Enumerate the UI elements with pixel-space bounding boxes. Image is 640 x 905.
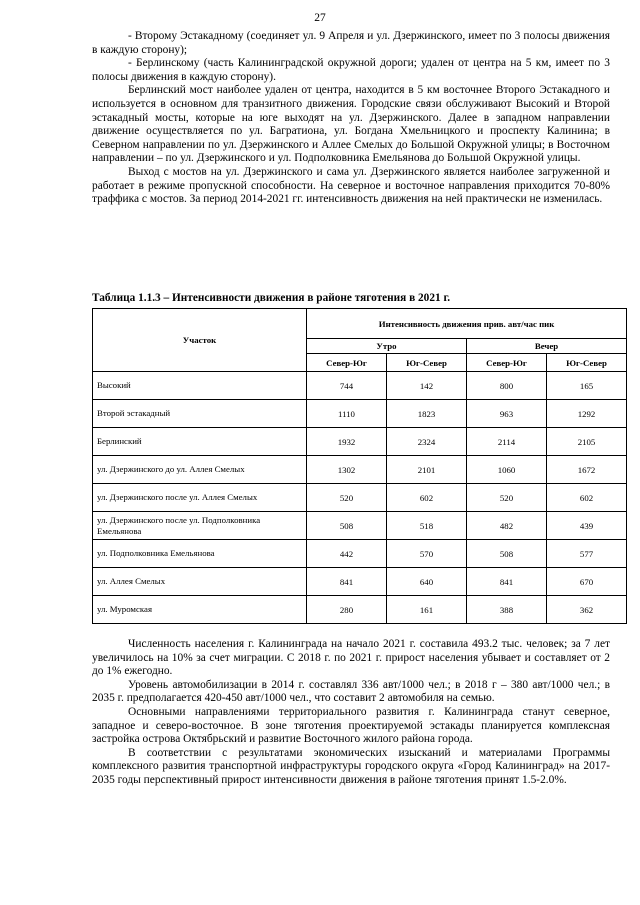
paragraph: В соответствии с результатами экономических изысканий и материалами Программы комплексного развития транспортной инфраструктуры городского округа «Город Калининград» на 2017- 2035 годы перспективный прирост интенсивности движения в районе тяготения принят 1.5-2.0%.	[92, 746, 610, 786]
cell-value: 439	[547, 512, 627, 540]
cell-value: 2105	[547, 428, 627, 456]
paragraph: Берлинский мост наиболее удален от центра, находится в 5 км восточнее Второго Эстакадного и используется в основном для транзитного движения. Городские связи обслуживают Высокий и Второй эстакадный мосты, которые на юге выходят на ул. Дзержинского. Далее в западном направлении движение осуществляется по ул. Багратиона, ул. Богдана Хмельницкого и проспекту Калинина; в Северном направлении по ул. Дзержинского и Аллее Смелых до Большой Окружной улицы; в Восточном направлении – по ул. Дзержинского и ул. Подполковника Емельянова до Большой Окружной улицы.	[92, 84, 610, 165]
header-evening-ns: Север-Юг	[467, 354, 547, 372]
table-row	[93, 568, 627, 596]
cell-value: 280	[307, 596, 387, 624]
row-name: ул. Аллея Смелых	[93, 568, 307, 596]
header-evening-sn: Юг-Север	[547, 354, 627, 372]
table-row	[93, 512, 627, 540]
cell-value: 2324	[387, 428, 467, 456]
row-name: ул. Дзержинского после ул. Аллея Смелых	[93, 484, 307, 512]
cell-value: 2114	[467, 428, 547, 456]
cell-value: 1110	[307, 400, 387, 428]
paragraph: - Второму Эстакадному (соединяет ул. 9 Апреля и ул. Дзержинского, имеет по 3 полосы движения в каждую сторону);	[92, 30, 610, 56]
header-intensity: Интенсивность движения прив. авт/час пик	[307, 309, 627, 339]
row-name: ул. Подполковника Емельянова	[93, 540, 307, 568]
paragraph: Выход с мостов на ул. Дзержинского и сама ул. Дзержинского является наиболее загруженной и работает в режиме пропускной способности. На северное и восточное направления приходится 70-80% траффика с мостов. За период 2014-2021 гг. интенсивность движения на ней практически не изменилась.	[92, 165, 610, 206]
cell-value: 161	[387, 596, 467, 624]
row-name: ул. Дзержинского до ул. Аллея Смелых	[93, 456, 307, 484]
page-number: 27	[314, 12, 326, 24]
row-name: ул. Дзержинского после ул. Подполковника Емельянова	[93, 512, 307, 540]
cell-value: 1932	[307, 428, 387, 456]
cell-value: 841	[467, 568, 547, 596]
table-row	[93, 456, 627, 484]
paragraph: Основными направлениями территориального развития г. Калининграда станут северное, западное и северо-восточное. В зоне тяготения проектируемой эстакады планируется комплексная застройка острова Октябрьский и развитие Восточного жилого района города.	[92, 705, 610, 746]
table-row	[93, 596, 627, 624]
cell-value: 963	[467, 400, 547, 428]
cell-value: 1292	[547, 400, 627, 428]
paragraph: - Берлинскому (часть Калининградской окружной дороги; удален от центра на 5 км, имеет по 3 полосы движения в каждую сторону).	[92, 57, 610, 83]
cell-value: 142	[387, 372, 467, 400]
header-morning-ns: Север-Юг	[307, 354, 387, 372]
closing-text	[92, 638, 610, 788]
cell-value: 520	[467, 484, 547, 512]
cell-value: 577	[547, 540, 627, 568]
intro-text	[92, 30, 610, 207]
table-row	[93, 540, 627, 568]
paragraph: Уровень автомобилизации в 2014 г. составлял 336 авт/1000 чел.; в 2018 г – 380 авт/1000 чел.; в 2035 г. предполагается 420-450 авт/1000 чел., что составит 2 автомобиля на семью.	[92, 678, 610, 705]
header-evening: Вечер	[467, 339, 627, 354]
cell-value: 841	[307, 568, 387, 596]
row-name: Высокий	[93, 372, 307, 400]
cell-value: 602	[547, 484, 627, 512]
cell-value: 570	[387, 540, 467, 568]
row-name: Второй эстакадный	[93, 400, 307, 428]
cell-value: 482	[467, 512, 547, 540]
cell-value: 670	[547, 568, 627, 596]
cell-value: 508	[467, 540, 547, 568]
paragraph: Численность населения г. Калининграда на начало 2021 г. составила 493.2 тыс. человек; за 7 лет увеличилось на 10% за счет миграции. С 2018 г. по 2021 г. прирост населения убывает и составляет от 2 до 1% ежегодно.	[92, 638, 610, 678]
header-morning: Утро	[307, 339, 467, 354]
row-name: ул. Муромская	[93, 596, 307, 624]
table-caption: Таблица 1.1.3 – Интенсивности движения в районе тяготения в 2021 г.	[92, 292, 451, 304]
traffic-table	[92, 308, 627, 624]
cell-value: 1823	[387, 400, 467, 428]
cell-value: 165	[547, 372, 627, 400]
table-row	[93, 400, 627, 428]
cell-value: 388	[467, 596, 547, 624]
header-morning-sn: Юг-Север	[387, 354, 467, 372]
cell-value: 602	[387, 484, 467, 512]
cell-value: 520	[307, 484, 387, 512]
table-row	[93, 372, 627, 400]
cell-value: 1672	[547, 456, 627, 484]
cell-value: 744	[307, 372, 387, 400]
table-row	[93, 484, 627, 512]
cell-value: 2101	[387, 456, 467, 484]
row-name: Берлинский	[93, 428, 307, 456]
cell-value: 800	[467, 372, 547, 400]
cell-value: 362	[547, 596, 627, 624]
cell-value: 1060	[467, 456, 547, 484]
table-row	[93, 428, 627, 456]
cell-value: 1302	[307, 456, 387, 484]
cell-value: 518	[387, 512, 467, 540]
cell-value: 508	[307, 512, 387, 540]
cell-value: 442	[307, 540, 387, 568]
header-section: Участок	[93, 309, 307, 372]
cell-value: 640	[387, 568, 467, 596]
